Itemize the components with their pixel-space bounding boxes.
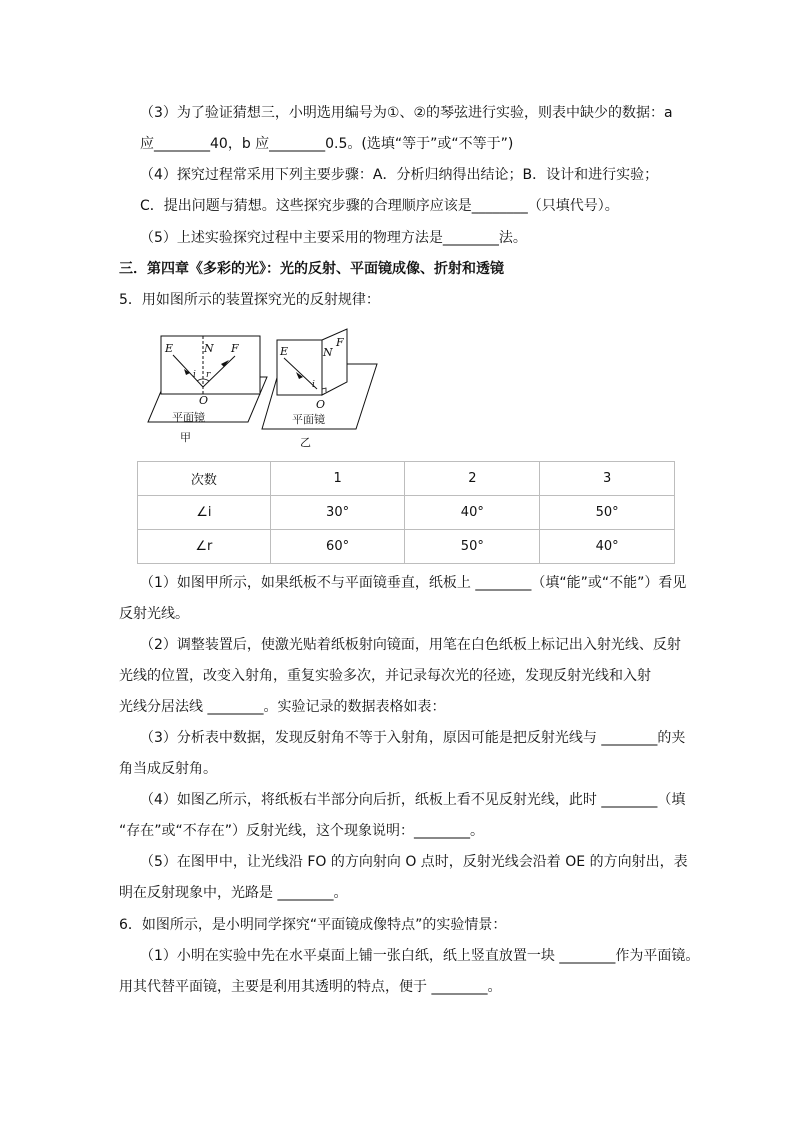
p5-q3-line-2: 角当成反射角。 [119,761,217,777]
label-N-jia: N [204,342,214,355]
p6-q1-line-2: 用其代替平面镜，主要是利用其透明的特点，便于 ________。 [119,979,502,995]
mirror-label-jia: 平面镜 [172,411,205,424]
p5-q1-line-1: （1）如图甲所示，如果纸板不与平面镜垂直，纸板上 ________（填“能”或“不能”）看见 [140,575,687,591]
problem-6-intro: 6．如图所示，是小明同学探究“平面镜成像特点”的实验情景： [119,917,507,933]
p5-q4-line-1: （4）如图乙所示，将纸板右半部分向后折，纸板上看不见反射光线，此时 ________（填 [140,792,686,808]
label-i-yi: i [312,380,315,390]
table-header-cell: 2 [405,462,540,496]
p5-q2-line-2: 光线的位置，改变入射角，重复实验多次，并记录每次光的径迹，发现反射光线和入射 [119,668,651,684]
table-header-cell: 3 [540,462,675,496]
p6-q1-line-1: （1）小明在实验中先在水平桌面上铺一张白纸，纸上竖直放置一块 ________作为平面镜。 [140,948,700,964]
p5-q2-line-3: 光线分居法线 ________。实验记录的数据表格如表： [119,699,446,715]
caption-jia: 甲 [180,431,191,444]
label-F-jia: F [231,342,239,355]
reflection-data-table [137,461,675,564]
caption-yi: 乙 [300,436,311,449]
table-header-row [138,462,675,496]
table-cell: 30° [270,496,405,530]
p5-q5-line-2: 明在反射现象中，光路是 ________。 [119,885,348,901]
p5-q1-line-2: 反射光线。 [119,606,189,622]
q4-line-2: C．提出问题与猜想。这些探究步骤的合理顺序应该是________（只填代号）。 [140,198,619,214]
p5-q3-line-1: （3）分析表中数据，发现反射角不等于入射角，原因可能是把反射光线与 ________的夹 [140,730,686,746]
label-E-yi: E [280,345,289,358]
table-row [138,530,675,564]
p5-q2-line-1: （2）调整装置后，使激光贴着纸板射向镜面，用笔在白色纸板上标记出入射光线、反射 [140,637,681,653]
mirror-label-yi: 平面镜 [292,413,325,426]
table-row [138,496,675,530]
label-O-jia: O [199,394,209,407]
p5-q5-line-1: （5）在图甲中，让光线沿 FO 的方向射向 O 点时，反射光线会沿着 OE 的方向射出，表 [140,854,688,870]
table-cell: ∠i [138,496,271,530]
reflection-apparatus-figure [140,325,400,450]
table-cell: 50° [540,496,675,530]
table-cell: 60° [270,530,405,564]
table-cell: ∠r [138,530,271,564]
table-cell: 40° [405,496,540,530]
q4-line-1: （4）探究过程常采用下列主要步骤：A．分析归纳得出结论；B．设计和进行实验； [140,167,659,183]
table-header-cell: 次数 [138,462,271,496]
problem-5-intro: 5．用如图所示的装置探究光的反射规律： [119,292,380,308]
p5-q4-line-2: “存在”或“不存在”）反射光线，这个现象说明：________。 [119,823,485,839]
label-i-jia: i [193,370,196,380]
table-cell: 50° [405,530,540,564]
q3-line-1: （3）为了验证猜想三，小明选用编号为①、②的琴弦进行实验，则表中缺少的数据：a [140,105,673,121]
label-r-jia: r [206,370,211,380]
table-header-cell: 1 [270,462,405,496]
table-cell: 40° [540,530,675,564]
section-heading: 三．第四章《多彩的光》：光的反射、平面镜成像、折射和透镜 [119,261,504,277]
q3-line-2: 应________40，b 应________0.5。(选填“等于”或“不等于”) [140,136,514,152]
label-O-yi: O [316,398,326,411]
q5-line: （5）上述实验探究过程中主要采用的物理方法是________法。 [140,230,527,246]
label-N-yi: N [323,346,333,359]
label-F-yi: F [336,336,344,349]
label-E-jia: E [165,342,174,355]
